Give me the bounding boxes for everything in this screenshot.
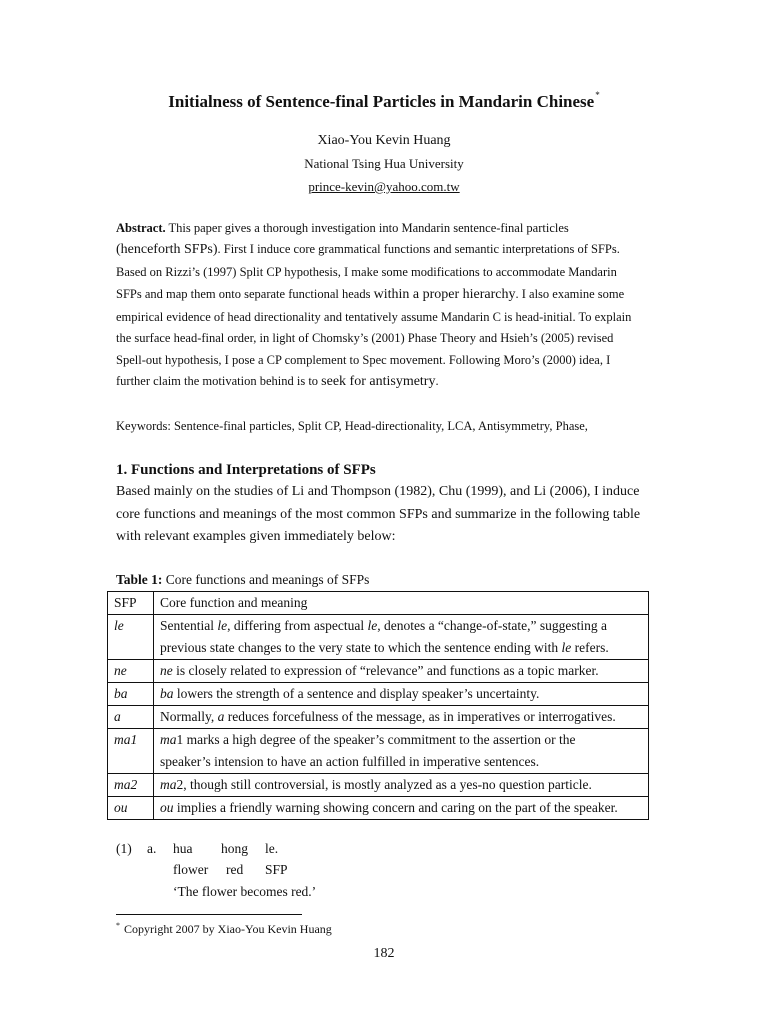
page-number: 182: [373, 946, 395, 961]
table-row: [108, 683, 649, 706]
table-row: [108, 706, 649, 729]
author-name: Xiao-You Kevin Huang: [317, 133, 451, 148]
meaning-cell: ne is closely related to expression of “relevance” and functions as a topic marker.: [154, 660, 649, 683]
example-translation: ‘The flower becomes red.’: [173, 884, 317, 899]
sfp-cell: ba: [108, 683, 154, 706]
abstract-line-2: (henceforth SFPs). First I induce core grammatical functions and semantic interpretations of SFPs.: [116, 242, 620, 257]
footnote-text: Copyright 2007 by Xiao-You Kevin Huang: [124, 922, 332, 936]
footnote-mark: *: [116, 921, 120, 930]
abstract-line-3: Based on Rizzi’s (1997) Split CP hypothesis, I make some modifications to accommodate Mandarin: [116, 265, 617, 279]
example-gloss: red: [226, 862, 244, 877]
table-header-row: [108, 592, 649, 615]
body-line-3: with relevant examples given immediately below:: [116, 529, 396, 544]
table-caption: Table 1: Core functions and meanings of SFPs: [116, 572, 370, 587]
footnote: [116, 921, 332, 937]
affiliation: National Tsing Hua University: [304, 156, 464, 171]
meaning-cell: ou implies a friendly warning showing concern and caring on the part of the speaker.: [154, 797, 649, 820]
sfp-cell: ou: [108, 797, 154, 820]
body-line-2: core functions and meanings of the most common SFPs and summarize in the following table: [116, 507, 641, 522]
abstract-label: Abstract.: [116, 221, 166, 235]
abstract-line-8: further claim the motivation behind is to seek for antisymetry.: [116, 374, 439, 389]
sfp-cell: a: [108, 706, 154, 729]
example-number: (1): [116, 841, 132, 856]
sfp-table: [107, 591, 649, 820]
example-word: hong: [221, 841, 248, 856]
footnote-rule: [116, 914, 302, 915]
abstract-line-7: Spell-out hypothesis, I pose a CP complement to Spec movement. Following Moro’s (2000) idea, I: [116, 353, 611, 367]
example-letter: a.: [147, 841, 157, 856]
table-row: [108, 797, 649, 820]
example-gloss: flower: [173, 862, 209, 877]
abstract-line-5: empirical evidence of head directionality and tentatively assume Mandarin C is head-initial. To explain: [116, 310, 632, 324]
table-header-cell: SFP: [108, 592, 154, 615]
author-email[interactable]: prince-kevin@yahoo.com.tw: [308, 179, 460, 194]
body-line-1: Based mainly on the studies of Li and Thompson (1982), Chu (1999), and Li (2006), I induce: [116, 484, 640, 499]
keywords: Keywords: Sentence-final particles, Split CP, Head-directionality, LCA, Antisymmetry, Phase,: [116, 419, 588, 433]
title-footnote-mark: *: [595, 90, 600, 100]
table-caption-label: Table 1:: [116, 572, 163, 587]
sfp-cell: ma1: [108, 729, 154, 774]
meaning-cell: Sentential le, differing from aspectual le, denotes a “change-of-state,” suggesting a previous state changes to the very state to which the sentence ending with le refers.: [154, 615, 649, 660]
abstract-line-4: SFPs and map them onto separate functional heads within a proper hierarchy. I also examine some: [116, 287, 625, 302]
paper-title: [0, 90, 768, 112]
meaning-cell: Normally, a reduces forcefulness of the message, as in imperatives or interrogatives.: [154, 706, 649, 729]
meaning-cell: ba lowers the strength of a sentence and display speaker’s uncertainty.: [154, 683, 649, 706]
example-word: hua: [173, 841, 193, 856]
table-row: [108, 615, 649, 660]
abstract-line-6: the surface head-final order, in light of Chomsky’s (2001) Phase Theory and Hsieh’s (2005) revised: [116, 331, 614, 345]
example-gloss: SFP: [265, 862, 288, 877]
sfp-cell: le: [108, 615, 154, 660]
table-row: [108, 774, 649, 797]
meaning-cell: ma1 marks a high degree of the speaker’s commitment to the assertion or the speaker’s intension to have an action fulfilled in imperative sentences.: [154, 729, 649, 774]
example-word: le.: [265, 841, 279, 856]
table-row: [108, 729, 649, 774]
sfp-cell: ma2: [108, 774, 154, 797]
paper-title-text: Initialness of Sentence-final Particles in Mandarin Chinese: [168, 92, 595, 111]
meaning-cell: ma2, though still controversial, is mostly analyzed as a yes-no question particle.: [154, 774, 649, 797]
table-header-cell: Core function and meaning: [154, 592, 649, 615]
sfp-cell: ne: [108, 660, 154, 683]
section-heading: 1. Functions and Interpretations of SFPs: [116, 462, 376, 478]
abstract-line-1: Abstract. This paper gives a thorough investigation into Mandarin sentence-final particles: [116, 221, 569, 235]
table-row: [108, 660, 649, 683]
